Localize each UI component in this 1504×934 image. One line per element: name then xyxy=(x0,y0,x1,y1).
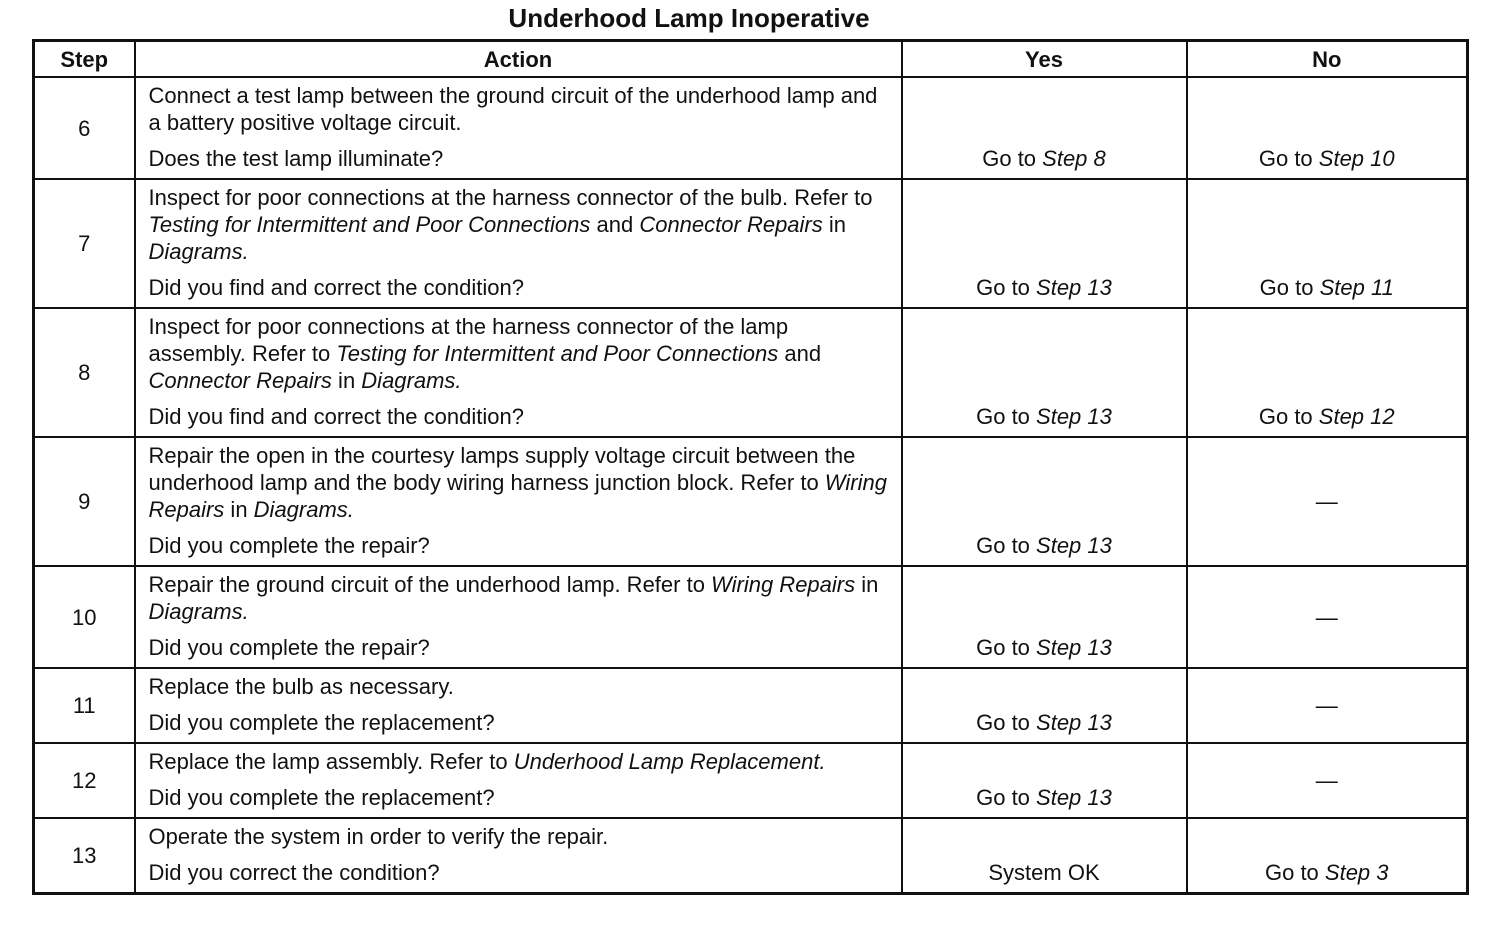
text-run: — xyxy=(1315,768,1338,793)
text-run: Go to xyxy=(976,533,1037,558)
action-cell xyxy=(135,179,902,308)
yes-result xyxy=(902,743,1187,818)
step-number: 12 xyxy=(34,743,135,818)
action-cell xyxy=(135,308,902,437)
reference-text: Step 13 xyxy=(1036,275,1112,300)
reference-text: Step 8 xyxy=(1042,146,1106,171)
text-run: System OK xyxy=(988,860,1100,885)
reference-text: Connector Repairs xyxy=(148,368,332,393)
action-question: Did you complete the replacement? xyxy=(148,710,495,735)
reference-text: Wiring Repairs xyxy=(711,572,856,597)
action-instruction xyxy=(149,571,891,625)
step-number: 6 xyxy=(34,77,135,179)
text-run: Repair the ground circuit of the underhood lamp. Refer to xyxy=(148,572,712,597)
action-question: Did you complete the repair? xyxy=(148,635,430,660)
text-run: in xyxy=(822,212,847,237)
step-number: 9 xyxy=(34,437,135,566)
action-question: Did you correct the condition? xyxy=(148,860,440,885)
yes-result xyxy=(902,668,1187,743)
text-run: — xyxy=(1315,489,1338,514)
yes-result xyxy=(902,179,1187,308)
text-run: Inspect for poor connections at the harness connector of the lamp assembly. Refer to xyxy=(148,314,789,366)
action-cell xyxy=(135,77,902,179)
text-run: — xyxy=(1315,604,1338,630)
action-instruction xyxy=(149,748,891,775)
action-instruction xyxy=(149,313,891,394)
text-run: Go to xyxy=(1258,404,1319,429)
no-result xyxy=(1187,668,1468,743)
step-number: 7 xyxy=(34,179,135,308)
reference-text: Diagrams. xyxy=(253,497,354,522)
action-instruction xyxy=(149,442,891,523)
reference-text: Testing for Intermittent and Poor Connections xyxy=(336,341,779,366)
text-run: Connect a test lamp between the ground circuit of the underhood lamp and a battery positive voltage circuit. xyxy=(148,83,878,135)
reference-text: Step 13 xyxy=(1036,710,1112,735)
text-run: in xyxy=(855,572,879,597)
yes-result xyxy=(902,437,1187,566)
reference-text: Step 10 xyxy=(1318,146,1395,171)
no-result xyxy=(1187,437,1468,566)
step-number: 13 xyxy=(34,818,135,894)
text-run: Go to xyxy=(1259,275,1320,300)
text-run: — xyxy=(1315,693,1338,718)
header-yes: Yes xyxy=(902,41,1187,78)
text-run: Go to xyxy=(976,404,1037,429)
table-row xyxy=(34,566,1468,668)
table-row xyxy=(34,818,1468,894)
no-result xyxy=(1187,77,1468,179)
action-instruction xyxy=(149,823,891,850)
text-run: and xyxy=(778,341,822,366)
page-title: Underhood Lamp Inoperative xyxy=(508,3,870,33)
text-run: Go to xyxy=(976,275,1037,300)
reference-text: Step 13 xyxy=(1036,404,1112,429)
table-row xyxy=(34,308,1468,437)
text-run: Go to xyxy=(982,146,1043,171)
reference-text: Step 13 xyxy=(1036,533,1112,558)
table-row xyxy=(34,668,1468,743)
yes-result xyxy=(902,77,1187,179)
text-run: Repair the open in the courtesy lamps supply voltage circuit between the underhood lamp and the body wiring harness junction block. Refer to xyxy=(148,443,856,495)
reference-text: Connector Repairs xyxy=(639,212,823,237)
table-row xyxy=(34,743,1468,818)
step-number: 10 xyxy=(34,566,135,668)
text-run: Go to xyxy=(976,710,1037,735)
header-no: No xyxy=(1187,41,1468,78)
table-header-row xyxy=(34,41,1468,78)
table-row xyxy=(34,437,1468,566)
step-number: 8 xyxy=(34,308,135,437)
text-run: Go to xyxy=(1258,146,1319,171)
reference-text: Diagrams. xyxy=(361,368,462,393)
text-run: and xyxy=(590,212,640,237)
step-number: 11 xyxy=(34,668,135,743)
no-result xyxy=(1187,743,1468,818)
action-cell xyxy=(135,743,902,818)
text-run: in xyxy=(224,497,254,522)
text-run: Go to xyxy=(976,635,1037,660)
header-step: Step xyxy=(34,41,135,78)
reference-text: Wiring Repairs xyxy=(148,470,887,522)
yes-result xyxy=(902,308,1187,437)
no-result xyxy=(1187,818,1468,894)
action-instruction xyxy=(149,184,891,265)
reference-text: Step 13 xyxy=(1036,785,1112,810)
table-body xyxy=(34,77,1468,894)
action-cell xyxy=(135,668,902,743)
reference-text: Diagrams. xyxy=(148,599,249,624)
table-row xyxy=(34,179,1468,308)
reference-text: Step 12 xyxy=(1318,404,1395,429)
action-question: Did you find and correct the condition? xyxy=(148,275,524,300)
action-question: Does the test lamp illuminate? xyxy=(148,146,444,171)
reference-text: Step 3 xyxy=(1324,860,1389,885)
action-cell xyxy=(135,566,902,668)
reference-text: Step 11 xyxy=(1319,275,1394,300)
action-cell xyxy=(135,437,902,566)
action-question: Did you find and correct the condition? xyxy=(148,404,524,429)
action-question: Did you complete the replacement? xyxy=(148,785,495,810)
text-run: Replace the lamp assembly. Refer to xyxy=(148,749,514,774)
no-result xyxy=(1187,566,1468,668)
text-run: Replace the bulb as necessary. xyxy=(148,674,454,699)
text-run: Inspect for poor connections at the harness connector of the bulb. Refer to xyxy=(148,185,873,210)
no-result xyxy=(1187,179,1468,308)
reference-text: Step 13 xyxy=(1036,635,1112,660)
reference-text: Diagrams. xyxy=(148,239,249,264)
text-run: in xyxy=(331,368,362,393)
action-instruction xyxy=(149,82,891,136)
yes-result xyxy=(902,566,1187,668)
yes-result xyxy=(902,818,1187,894)
text-run: Operate the system in order to verify the repair. xyxy=(148,824,609,849)
table-row xyxy=(34,77,1468,179)
text-run: Go to xyxy=(1264,860,1325,885)
text-run: Go to xyxy=(976,785,1037,810)
action-cell xyxy=(135,818,902,894)
action-instruction xyxy=(149,673,891,700)
reference-text: Underhood Lamp Replacement. xyxy=(513,749,826,774)
reference-text: Testing for Intermittent and Poor Connections xyxy=(148,212,591,237)
action-question: Did you complete the repair? xyxy=(148,533,430,558)
header-action: Action xyxy=(135,41,902,78)
diagnostic-table xyxy=(32,39,1469,895)
no-result xyxy=(1187,308,1468,437)
